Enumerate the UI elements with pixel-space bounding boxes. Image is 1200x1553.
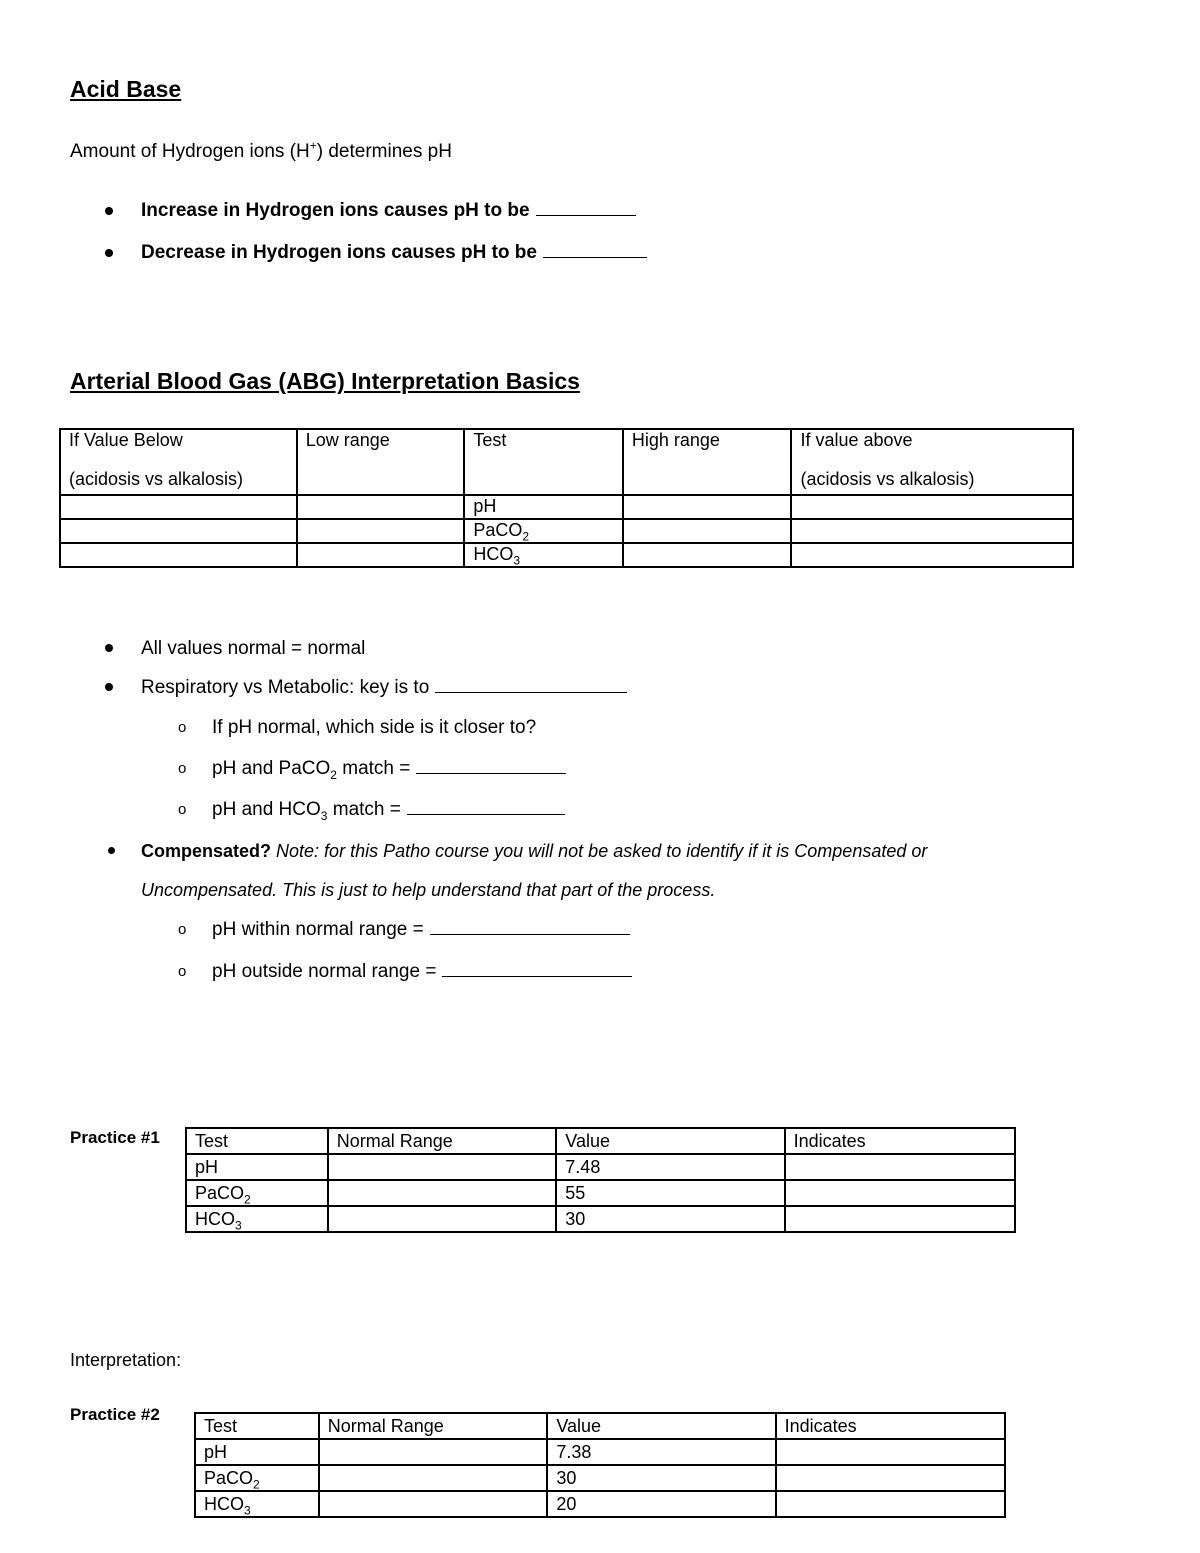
answer-cell[interactable]: [319, 1465, 548, 1491]
bullet-all-normal: All values normal = normal: [141, 638, 366, 659]
answer-cell[interactable]: [60, 543, 297, 567]
intro-sup: +: [309, 138, 317, 153]
header-cell: Value: [556, 1128, 784, 1154]
bullet-decrease: [141, 242, 647, 264]
subscript: 2: [253, 1477, 260, 1492]
answer-cell[interactable]: [297, 519, 465, 543]
answer-cell[interactable]: [60, 519, 297, 543]
subscript: 3: [244, 1503, 251, 1518]
table-row: [186, 1206, 1015, 1232]
value-cell: 20: [547, 1491, 775, 1517]
intro-after: ) determines pH: [316, 141, 452, 162]
answer-cell[interactable]: [319, 1439, 548, 1465]
sub-bullet-text: pH and HCO: [212, 799, 321, 820]
practice1-table: [185, 1127, 1016, 1233]
value-cell: 30: [547, 1465, 775, 1491]
test-name: PaCO: [204, 1468, 254, 1488]
sub-bullet-text: pH within normal range =: [212, 919, 424, 940]
practice1-label: Practice #1: [70, 1128, 160, 1147]
answer-cell[interactable]: [297, 495, 465, 519]
sub-bullet-text: match =: [336, 758, 411, 779]
answer-cell[interactable]: [785, 1206, 1015, 1232]
abg-table: [59, 428, 1074, 568]
table-row: [60, 543, 1073, 567]
abg-header-cell: [791, 429, 1073, 495]
sub-bullet-hco3: [212, 799, 565, 821]
test-name: HCO: [473, 544, 514, 564]
subscript: 2: [522, 529, 530, 544]
abg-header-cell: High range: [623, 429, 792, 495]
test-cell: [186, 1180, 328, 1206]
answer-cell[interactable]: [328, 1154, 557, 1180]
answer-blank[interactable]: [416, 758, 566, 774]
practice2-table: [194, 1412, 1006, 1518]
abg-header-subtext: (acidosis vs alkalosis): [69, 469, 244, 489]
sub-bullet-text: pH outside normal range =: [212, 961, 437, 982]
sub-bullet-icon: o: [178, 921, 187, 938]
compensated-note-line2: [141, 880, 715, 901]
page-title: Acid Base: [70, 76, 182, 102]
test-cell: pH: [464, 495, 623, 519]
test-cell: pH: [186, 1154, 328, 1180]
test-cell: pH: [195, 1439, 319, 1465]
header-cell: Indicates: [776, 1413, 1005, 1439]
practice1-header-row: [186, 1128, 1015, 1154]
bullet-increase: [141, 200, 636, 222]
table-row: [195, 1439, 1005, 1465]
sub-bullet-text: match =: [327, 799, 401, 820]
subscript: 2: [244, 1192, 251, 1207]
bullet-decrease-text: Decrease in Hydrogen ions causes pH to be: [141, 242, 537, 263]
answer-cell[interactable]: [297, 543, 465, 567]
sub-bullet-paco2: [212, 758, 566, 780]
compensated-label: Compensated?: [141, 841, 272, 861]
interpretation-label: Interpretation:: [70, 1350, 182, 1370]
bullet-increase-text: Increase in Hydrogen ions causes pH to be: [141, 200, 530, 221]
bullet-icon: [105, 207, 113, 215]
bullet-icon: [105, 683, 113, 691]
header-cell: Normal Range: [328, 1128, 557, 1154]
test-cell: [195, 1465, 319, 1491]
test-cell: [195, 1491, 319, 1517]
answer-cell[interactable]: [785, 1154, 1015, 1180]
answer-cell[interactable]: [623, 519, 792, 543]
abg-header-text: If Value Below: [69, 430, 183, 450]
bullet-resp-vs-met: [141, 677, 627, 699]
answer-cell[interactable]: [60, 495, 297, 519]
header-cell: Normal Range: [319, 1413, 548, 1439]
answer-blank[interactable]: [442, 961, 632, 977]
answer-cell[interactable]: [791, 519, 1073, 543]
header-cell: Value: [547, 1413, 775, 1439]
answer-cell[interactable]: [319, 1491, 548, 1517]
answer-cell[interactable]: [791, 495, 1073, 519]
answer-blank[interactable]: [435, 677, 627, 693]
abg-header-subtext: (acidosis vs alkalosis): [800, 469, 975, 489]
sub-bullet-icon: o: [178, 760, 187, 777]
table-row: [186, 1154, 1015, 1180]
practice2-label: Practice #2: [70, 1405, 160, 1424]
value-cell: 7.38: [547, 1439, 775, 1465]
header-cell: Test: [195, 1413, 319, 1439]
answer-cell[interactable]: [328, 1180, 557, 1206]
bullet-icon: [108, 847, 115, 854]
subscript: 3: [513, 553, 521, 568]
test-name: HCO: [204, 1494, 244, 1514]
answer-blank[interactable]: [536, 200, 636, 216]
sub-bullet-icon: o: [178, 801, 187, 818]
table-row: [186, 1180, 1015, 1206]
value-cell: 7.48: [556, 1154, 784, 1180]
value-cell: 30: [556, 1206, 784, 1232]
abg-heading: Arterial Blood Gas (ABG) Interpretation Basics: [70, 368, 580, 394]
sub-bullet-outside: [212, 961, 632, 983]
table-row: [60, 519, 1073, 543]
test-name: PaCO: [473, 520, 523, 540]
test-cell: [464, 543, 623, 567]
answer-cell[interactable]: [776, 1491, 1005, 1517]
sub-bullet-within: [212, 919, 630, 941]
subscript: 3: [320, 808, 328, 823]
answer-cell[interactable]: [776, 1465, 1005, 1491]
abg-header-cell: Test: [464, 429, 623, 495]
answer-cell[interactable]: [791, 543, 1073, 567]
answer-blank[interactable]: [543, 242, 647, 258]
sub-bullet-closer: If pH normal, which side is it closer to?: [212, 717, 537, 738]
abg-header-text: If value above: [800, 430, 913, 450]
bullet-icon: [105, 644, 113, 652]
sub-bullet-text: pH and PaCO: [212, 758, 331, 779]
subscript: 2: [330, 767, 337, 782]
test-name: HCO: [195, 1209, 235, 1229]
value-cell: 55: [556, 1180, 784, 1206]
answer-cell[interactable]: [623, 543, 792, 567]
compensated-note: Uncompensated. This is just to help understand that part of the process.: [141, 880, 716, 900]
bullet-resp-text: Respiratory vs Metabolic: key is to: [141, 677, 430, 698]
table-row: [60, 495, 1073, 519]
answer-blank[interactable]: [430, 919, 630, 935]
abg-header-cell: Low range: [297, 429, 465, 495]
test-cell: [464, 519, 623, 543]
header-cell: Indicates: [785, 1128, 1015, 1154]
subscript: 3: [235, 1218, 242, 1233]
table-row: [195, 1465, 1005, 1491]
test-cell: [186, 1206, 328, 1232]
sub-bullet-icon: o: [178, 719, 187, 736]
test-name: PaCO: [195, 1183, 245, 1203]
abg-header-row: [60, 429, 1073, 495]
sub-bullet-icon: o: [178, 963, 187, 980]
header-cell: Test: [186, 1128, 328, 1154]
bullet-compensated: [141, 841, 1011, 862]
table-row: [195, 1491, 1005, 1517]
abg-header-cell: [60, 429, 297, 495]
bullet-icon: [105, 249, 113, 257]
answer-cell[interactable]: [776, 1439, 1005, 1465]
practice2-header-row: [195, 1413, 1005, 1439]
answer-cell[interactable]: [328, 1206, 557, 1232]
intro-text: [70, 138, 452, 163]
compensated-note: Note: for this Patho course you will not be asked to identify if it is Compensated or: [271, 841, 928, 861]
answer-blank[interactable]: [407, 799, 565, 815]
answer-cell[interactable]: [623, 495, 792, 519]
answer-cell[interactable]: [785, 1180, 1015, 1206]
intro-before: Amount of Hydrogen ions (H: [70, 141, 310, 162]
